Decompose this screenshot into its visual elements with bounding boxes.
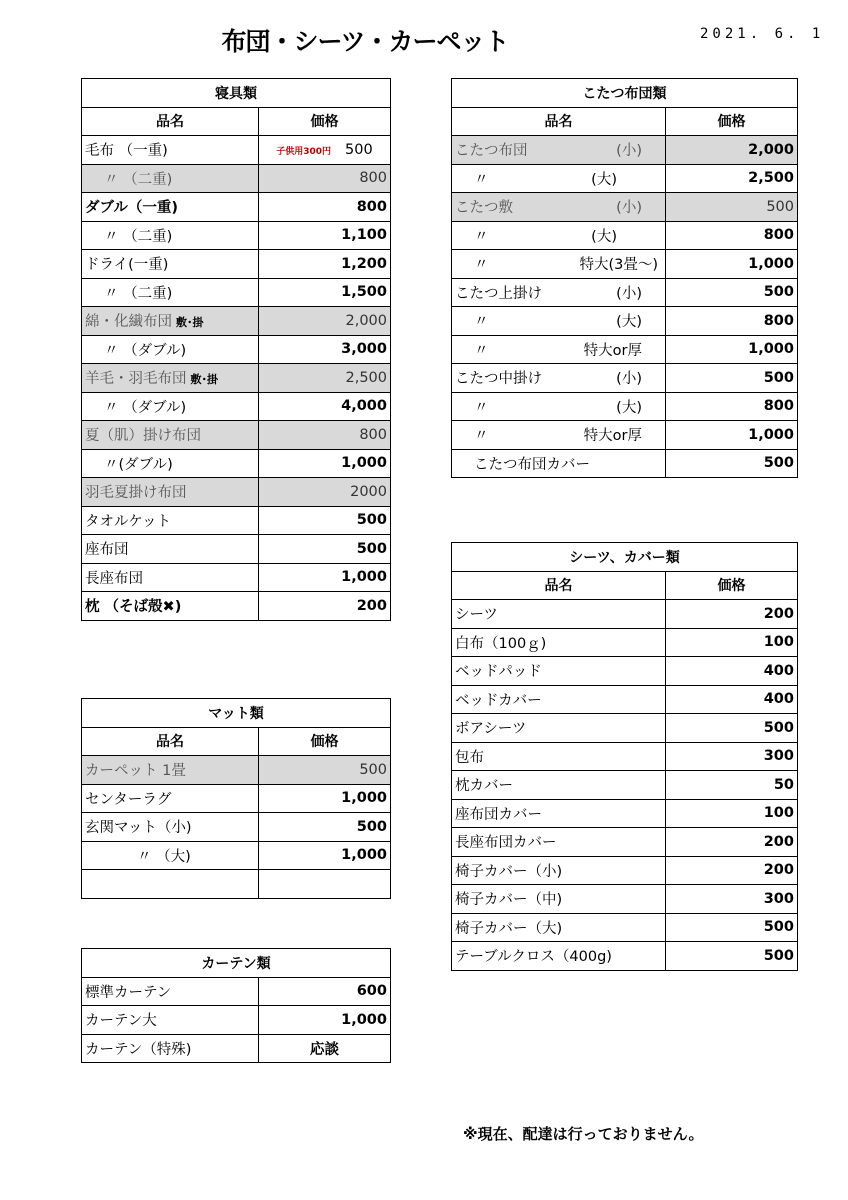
item-name: 包布: [452, 742, 666, 771]
table-row: [82, 193, 391, 222]
item-name: 椅子カバー（小): [452, 856, 666, 885]
item-price: 1,000: [259, 841, 391, 870]
item-price: 300: [666, 885, 798, 914]
item-name: 〃 （ダブル): [82, 392, 259, 421]
item-price: 100: [666, 799, 798, 828]
table-row: [82, 136, 391, 165]
column-header-item: 品名: [452, 571, 666, 600]
table-row: [82, 563, 391, 592]
item-price: 500: [666, 278, 798, 307]
item-size: (大): [616, 314, 642, 331]
item-name: こたつ敷: [455, 200, 513, 217]
table-row: [82, 221, 391, 250]
item-price: 800: [259, 164, 391, 193]
sheets-heading: シーツ、カバー類: [452, 543, 798, 572]
item-name: ドライ(一重): [82, 250, 259, 279]
table-row: [452, 278, 798, 307]
mats-heading: マット類: [82, 699, 391, 728]
item-price: 800: [259, 193, 391, 222]
table-row: [452, 193, 798, 222]
table-row: [452, 221, 798, 250]
item-name: 〃: [474, 228, 489, 245]
item-name: 〃 （ダブル): [82, 335, 259, 364]
item-price: 200: [259, 592, 391, 621]
item-price: 500: [259, 756, 391, 785]
item-name: 〃 （大): [82, 841, 259, 870]
item-price: 応談: [259, 1034, 391, 1063]
item-name: 椅子カバー（大): [452, 913, 666, 942]
kotatsu-heading: こたつ布団類: [452, 79, 798, 108]
table-row: [82, 421, 391, 450]
item-price: 1,000: [259, 784, 391, 813]
item-price: 200: [666, 828, 798, 857]
item-name: シーツ: [452, 600, 666, 629]
table-row: [82, 335, 391, 364]
item-size: (大): [591, 171, 617, 188]
item-size: 特大(3畳～): [579, 257, 658, 274]
table-row: [452, 856, 798, 885]
table-row: [82, 756, 391, 785]
item-name: ベッドカバー: [452, 685, 666, 714]
item-name: カーテン（特殊): [82, 1034, 259, 1063]
table-row: [452, 364, 798, 393]
item-price: 800: [259, 421, 391, 450]
item-price: 400: [666, 685, 798, 714]
child-price-note: 子供用300円: [276, 146, 332, 157]
table-row: [452, 335, 798, 364]
item-name: 毛布 （一重): [82, 136, 259, 165]
item-price: 200: [666, 856, 798, 885]
item-name: 〃: [474, 257, 489, 274]
item-name: 座布団カバー: [452, 799, 666, 828]
item-price: 500: [259, 506, 391, 535]
item-size: (大): [591, 228, 617, 245]
item-price: 1,000: [666, 421, 798, 450]
table-row: [452, 828, 798, 857]
table-row: [452, 913, 798, 942]
item-price: 500: [666, 913, 798, 942]
item-price: 2,500: [259, 364, 391, 393]
table-row: [452, 942, 798, 971]
table-row: [82, 307, 391, 336]
curtains-table: [81, 948, 391, 1063]
table-row: [82, 1034, 391, 1063]
item-price: 1,200: [259, 250, 391, 279]
item-price: 1,500: [259, 278, 391, 307]
item-size: (小): [616, 200, 642, 217]
table-row: [82, 870, 391, 899]
item-price: 1,100: [259, 221, 391, 250]
column-header-price: 価格: [666, 571, 798, 600]
table-row: [82, 784, 391, 813]
item-price: 500: [259, 535, 391, 564]
item-size: (小): [616, 285, 642, 302]
item-name: 座布団: [82, 535, 259, 564]
table-row: [82, 364, 391, 393]
item-name: 夏（肌）掛け布団: [82, 421, 259, 450]
table-row: [82, 278, 391, 307]
item-price: 2,000: [666, 136, 798, 165]
table-row: [82, 977, 391, 1006]
table-row: [82, 392, 391, 421]
table-row: [82, 535, 391, 564]
item-name: 玄関マット（小): [82, 813, 259, 842]
bedding-heading: 寝具類: [82, 79, 391, 108]
table-row: [82, 478, 391, 507]
item-price: 400: [666, 657, 798, 686]
item-size: (小): [616, 143, 642, 160]
item-price: 800: [666, 392, 798, 421]
item-name: 〃(ダブル): [82, 449, 259, 478]
column-header-price: 価格: [259, 727, 391, 756]
item-name: 白布（100ｇ): [452, 628, 666, 657]
table-row: [452, 307, 798, 336]
table-row: [452, 392, 798, 421]
item-price: 500: [345, 141, 373, 158]
item-name: 羽毛夏掛け布団: [82, 478, 259, 507]
item-name: 〃: [474, 428, 489, 445]
item-name: テーブルクロス（400g): [452, 942, 666, 971]
column-header-price: 価格: [666, 107, 798, 136]
item-suffix: 敷･掛: [176, 316, 204, 330]
item-price: 100: [666, 628, 798, 657]
table-row: [452, 164, 798, 193]
bedding-table: [81, 78, 391, 621]
table-row: [452, 600, 798, 629]
item-name: ベッドパッド: [452, 657, 666, 686]
page-title: 布団・シーツ・カーペット: [221, 27, 509, 56]
item-price: 50: [666, 771, 798, 800]
table-row: [452, 885, 798, 914]
table-row: [452, 714, 798, 743]
item-price: 600: [259, 977, 391, 1006]
table-row: [82, 1006, 391, 1035]
item-size: (大): [616, 399, 642, 416]
table-row: [452, 657, 798, 686]
table-row: [82, 813, 391, 842]
item-name: 〃: [474, 342, 489, 359]
item-name: 綿・化繊布団: [85, 314, 172, 331]
item-name: 〃 （二重): [82, 278, 259, 307]
item-name: 標準カーテン: [82, 977, 259, 1006]
item-name: ダブル（一重): [82, 193, 259, 222]
item-price: 300: [666, 742, 798, 771]
item-price: 2,500: [666, 164, 798, 193]
column-header-item: 品名: [82, 727, 259, 756]
table-row: [82, 841, 391, 870]
table-row: [452, 421, 798, 450]
item-name: 〃: [474, 314, 489, 331]
item-name: こたつ上掛け: [455, 285, 542, 302]
column-header-item: 品名: [452, 107, 666, 136]
item-name: タオルケット: [82, 506, 259, 535]
item-name: こたつ布団: [455, 143, 528, 160]
item-price: 1,000: [259, 449, 391, 478]
item-price: 500: [259, 813, 391, 842]
delivery-notice: ※現在、配達は行っておりません。: [463, 1125, 704, 1143]
item-price: 3,000: [259, 335, 391, 364]
item-price: 1,000: [259, 563, 391, 592]
item-name: カーテン大: [82, 1006, 259, 1035]
kotatsu-table: [451, 78, 798, 478]
item-price: 500: [666, 364, 798, 393]
item-price: 500: [666, 942, 798, 971]
item-size: 特大or厚: [583, 428, 642, 445]
table-row: [82, 506, 391, 535]
item-name: カーペット 1畳: [82, 756, 259, 785]
table-row: [452, 685, 798, 714]
item-size: 特大or厚: [583, 342, 642, 359]
curtains-heading: カーテン類: [82, 949, 391, 978]
item-price: 2,000: [259, 307, 391, 336]
item-suffix: 敷･掛: [190, 373, 218, 387]
item-name: 枕 （そば殻✖): [82, 592, 259, 621]
issue-date: 2021. 6. 1: [700, 26, 825, 42]
sheets-table: [451, 542, 798, 971]
item-price: 500: [666, 714, 798, 743]
table-row: [452, 250, 798, 279]
item-name: 〃: [474, 171, 489, 188]
item-name: 〃 （二重): [82, 221, 259, 250]
column-header-item: 品名: [82, 107, 259, 136]
table-row: [452, 771, 798, 800]
item-name: 〃 （二重): [82, 164, 259, 193]
table-row: [82, 592, 391, 621]
item-price: 1,000: [666, 250, 798, 279]
item-name: センターラグ: [82, 784, 259, 813]
item-price: 800: [666, 307, 798, 336]
item-name: 長座布団: [82, 563, 259, 592]
item-price: 4,000: [259, 392, 391, 421]
item-name: 枕カバー: [452, 771, 666, 800]
item-price: 2000: [259, 478, 391, 507]
mats-table: [81, 698, 391, 899]
table-row: [82, 250, 391, 279]
item-price: 1,000: [259, 1006, 391, 1035]
item-name: 椅子カバー（中): [452, 885, 666, 914]
item-name: 羊毛・羽毛布団: [85, 371, 187, 388]
item-price: 200: [666, 600, 798, 629]
item-price: 500: [666, 449, 798, 478]
table-row: [452, 799, 798, 828]
item-name: 長座布団カバー: [452, 828, 666, 857]
item-price: 800: [666, 221, 798, 250]
item-name: こたつ中掛け: [455, 371, 542, 388]
item-name: 〃: [474, 399, 489, 416]
item-price: 500: [666, 193, 798, 222]
item-size: (小): [616, 371, 642, 388]
table-row: [452, 742, 798, 771]
table-row: [82, 164, 391, 193]
item-name: こたつ布団カバー: [452, 449, 666, 478]
table-row: [82, 449, 391, 478]
table-row: [452, 136, 798, 165]
table-row: [452, 449, 798, 478]
item-price: 1,000: [666, 335, 798, 364]
column-header-price: 価格: [259, 107, 391, 136]
table-row: [452, 628, 798, 657]
item-name: ボアシーツ: [452, 714, 666, 743]
